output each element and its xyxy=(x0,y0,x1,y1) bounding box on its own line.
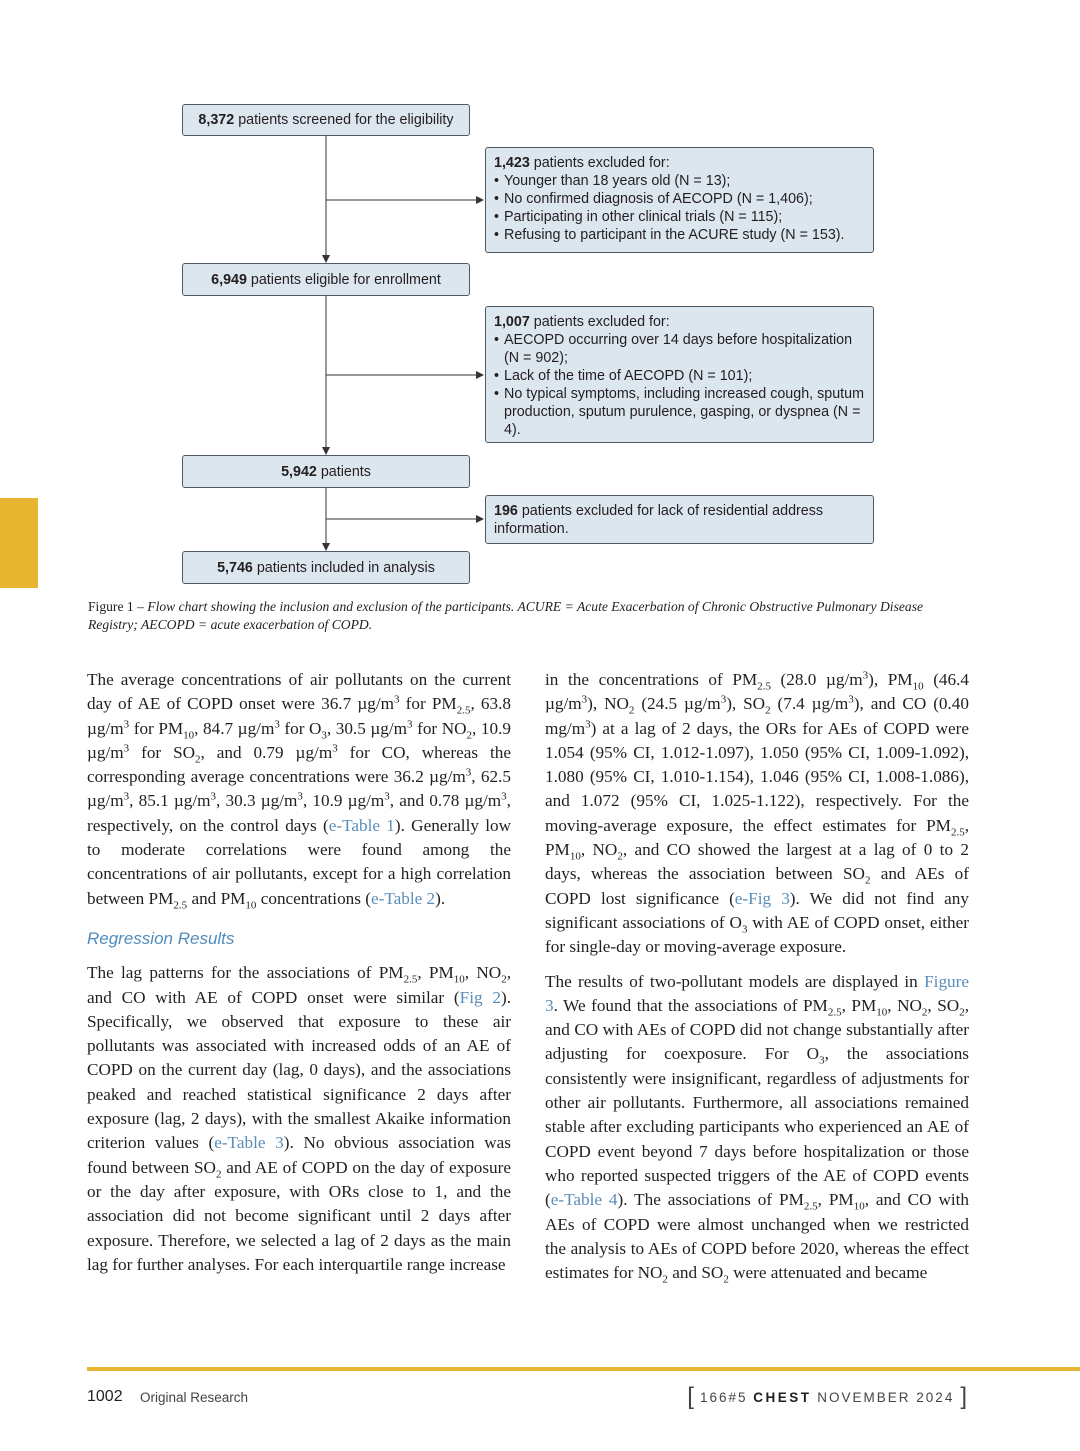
footer-rule xyxy=(87,1367,1080,1371)
included-count: 5,746 xyxy=(217,559,253,576)
link-etable-2[interactable]: e-Table 2 xyxy=(370,888,436,908)
box-patients xyxy=(182,455,470,488)
flow-chart-figure xyxy=(0,0,1080,600)
paragraph-lag-patterns: The lag patterns for the associations of $PM_{2.5}$, $PM_{10}$, $NO_2$, and CO with AE of COPD onset were similar (Fig 2). Specifically, we observed that exposure to these air pollutants was associated with increased odds of an AE of COPD on the current day (lag, 0 days), and the associations peaked and reached statistical significance 2 days after exposure (lag, 2 days), with the smallest Akaike information criterion values (e-Table 3). No obvious association was found between $SO_2$ and AE of COPD on the day of exposure or the day after exposure, with ORs close to 1, and the association did not become significant until 2 days after exposure. Therefore, we selected a lag of 2 days as the main lag for further analyses. For each interquartile range increase xyxy=(87,963,511,1274)
screened-count: 8,372 xyxy=(198,112,235,128)
list-item: • AECOPD occurring over 14 days before hospitalization (N = 902); xyxy=(494,331,865,367)
excl3-text: patients excluded for lack of residential address information. xyxy=(494,503,824,537)
link-etable-4[interactable]: e-Table 4 xyxy=(550,1190,618,1210)
excl1-list xyxy=(494,172,865,244)
bracket-right-icon: ] xyxy=(960,1383,967,1410)
link-efig-3[interactable]: e-Fig 3 xyxy=(734,888,790,908)
journal-issue: 166#5 xyxy=(699,1389,748,1405)
list-item: • No confirmed diagnosis of AECOPD (N = 1,406); xyxy=(494,190,865,208)
excl1-text: patients excluded for: xyxy=(533,155,670,171)
list-item: • Younger than 18 years old (N = 13); xyxy=(494,172,865,190)
excl2-text: patients excluded for: xyxy=(533,314,670,330)
list-item: • Lack of the time of AECOPD (N = 101); xyxy=(494,367,865,385)
patients-count: 5,942 xyxy=(281,463,317,480)
link-fig-2[interactable]: Fig 2 xyxy=(459,987,501,1007)
screened-text: patients screened for the eligibility xyxy=(238,112,454,128)
excl3-count: 196 xyxy=(494,503,518,519)
box-eligible xyxy=(182,263,470,296)
list-item: • Participating in other clinical trials (N = 115); xyxy=(494,208,865,226)
journal-name: CHEST xyxy=(753,1389,812,1405)
link-etable-1[interactable]: e-Table 1 xyxy=(328,815,395,835)
box-exclusion-1 xyxy=(485,147,874,253)
included-text: patients included in analysis xyxy=(256,559,435,576)
caption-label: Figure 1 – xyxy=(88,599,148,614)
body-column-left xyxy=(87,668,511,1277)
section-heading-regression-results: Regression Results xyxy=(87,928,235,948)
body-column-right xyxy=(545,668,969,1285)
footer-section-label: Original Research xyxy=(140,1390,249,1405)
caption-text: Flow chart showing the inclusion and exclusion of the participants. ACURE = Acute Exacerbation of Chronic Obstructive Pulmonary Disease Registry; AECOPD = acute exacerbation of COPD. xyxy=(88,599,924,632)
excl1-count: 1,423 xyxy=(494,155,530,171)
box-exclusion-3 xyxy=(485,495,874,544)
patients-text: patients xyxy=(320,463,371,480)
page-number: 1002 xyxy=(87,1388,123,1405)
excl2-count: 1,007 xyxy=(494,314,530,330)
list-item: • Refusing to participant in the ACURE study (N = 153). xyxy=(494,226,865,244)
excl2-list xyxy=(494,331,865,439)
link-etable-3[interactable]: e-Table 3 xyxy=(214,1133,284,1153)
box-included xyxy=(182,551,470,584)
eligible-text: patients eligible for enrollment xyxy=(250,271,441,288)
paragraph-two-pollutant-models: The results of two-pollutant models are displayed in Figure 3. We found that the associations of $PM_{2.5}$, $PM_{10}$, $NO_2$, $SO_2$, and CO with AEs of COPD did not change substantially after adjusting for coexposure. For $O_3$, the associations consistently were insignificant, regardless of adjustments for other air pollutants. Furthermore, all associations remained stable after excluding participants who experienced an AE of COPD event beyond 7 days before hospitalization or those who reported suspected triggers of the AE of COPD events (e-Table 4). The associations of $PM_{2.5}$, $PM_{10}$, and CO with AEs of COPD were almost unchanged when we restricted the analysis to AEs of COPD before 2020, whereas the effect estimates for $NO_2$ and $SO_2$ were attenuated and became xyxy=(545,971,969,1286)
paragraph-pollutant-concentrations: The average concentrations of air pollutants on the current day of AE of COPD onset were 36.7 $\mu g/m^3$ for $PM_{2.5}$, 63.8 $\mu g/m^3$ for $PM_{10}$, 84.7 $\mu g/m^3$ for $O_3$, 30.5 $\mu g/m^3$ for $NO_2$, 10.9 $\mu g/m^3$ for $SO_2$, and 0.79 $\mu g/m^3$ for CO, whereas the corresponding average concentrations were 36.2 $\mu g/m^3$, 62.5 $\mu g/m^3$, 85.1 $\mu g/m^3$, 30.3 $\mu g/m^3$, 10.9 $\mu g/m^3$, and 0.78 $\mu g/m^3$, respectively, on the control days (e-Table 1). Generally low to moderate correlations were found among the concentrations of air pollutants, except for a high correlation between $PM_{2.5}$ and $PM_{10}$ concentrations (e-Table 2). xyxy=(87,670,511,912)
box-screened xyxy=(182,104,470,136)
eligible-count: 6,949 xyxy=(211,271,247,288)
journal-date: NOVEMBER 2024 xyxy=(817,1389,955,1405)
bracket-left-icon: [ xyxy=(687,1383,694,1410)
journal-info xyxy=(687,1383,967,1411)
link-figure-3[interactable]: Figure 3 xyxy=(545,971,969,1015)
paragraph-odds-ratios: in the concentrations of $PM_{2.5}$ (28.0 $\mu g/m^3$), $PM_{10}$ (46.4 $\mu g/m^3$), $NO_2$ (24.5 $\mu g/m^3$), $SO_2$ (7.4 $\mu g/m^3$), and CO (0.40 $mg/m^3$) at a lag of 2 days, the ORs for AEs of COPD were 1.054 (95% CI, 1.012-1.097), 1.050 (95% CI, 1.009-1.092), 1.080 (95% CI, 1.010-1.154), 1.046 (95% CI, 1.008-1.086), and 1.072 (95% CI, 1.025-1.122), respectively. For the moving-average exposure, the effect estimates for $PM_{2.5}$, $PM_{10}$, $NO_2$, and CO showed the largest at a lag of 0 to 2 days, whereas the association between $SO_2$ and AEs of COPD lost significance (e-Fig 3). We did not find any significant associations of $O_3$ with AE of COPD onset, either for single-day or moving-average exposure. xyxy=(545,669,970,957)
figure-caption xyxy=(88,598,968,633)
box-exclusion-2 xyxy=(485,306,874,443)
list-item: • No typical symptoms, including increased cough, sputum production, sputum purulence, gasping, or dyspnea (N = 4). xyxy=(494,385,865,439)
page-footer xyxy=(87,1383,967,1413)
